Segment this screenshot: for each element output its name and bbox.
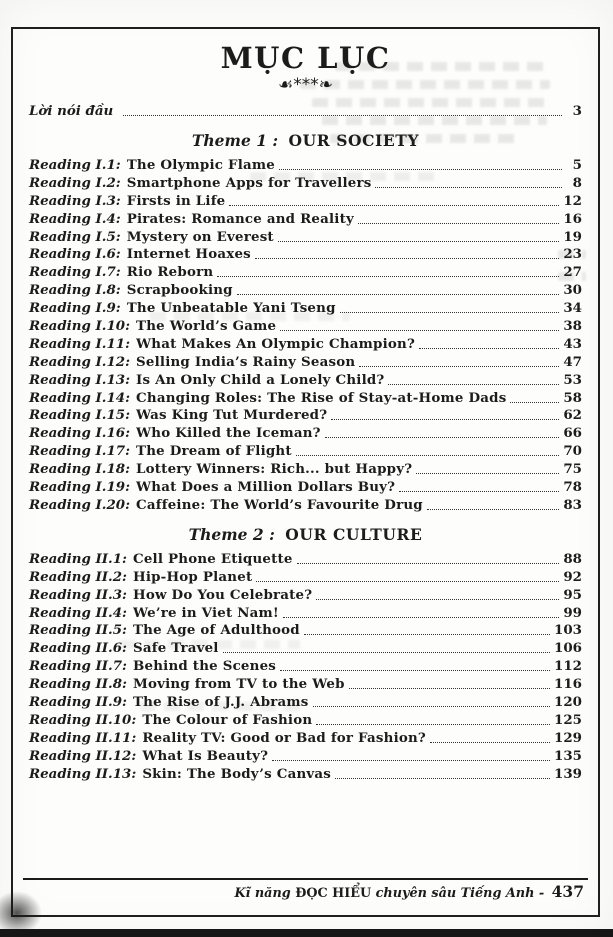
- dot-leader: [272, 760, 550, 761]
- entry-label: Reading II.7:: [29, 658, 127, 675]
- entry-page: 8: [572, 174, 582, 191]
- entry-label: Reading II.11:: [29, 729, 137, 746]
- entry-label: Reading I.10:: [29, 318, 131, 335]
- toc-list: [29, 103, 582, 782]
- toc-entry: [29, 193, 582, 209]
- dot-leader: [349, 688, 550, 689]
- dot-leader: [316, 599, 559, 600]
- entry-page: 38: [563, 318, 582, 335]
- entry-page: 112: [554, 658, 582, 675]
- entry-title: Lottery Winners: Rich... but Happy?: [136, 461, 413, 478]
- dot-leader: [427, 509, 559, 510]
- toc-entry: [29, 229, 582, 245]
- toc-entry: [29, 300, 582, 316]
- entry-label: Reading II.6:: [29, 640, 127, 657]
- entry-page: 129: [554, 729, 582, 746]
- entry-label: Reading I.16:: [29, 425, 131, 442]
- entry-title: Rio Reborn: [126, 264, 214, 281]
- entry-label: Reading II.2:: [29, 568, 127, 585]
- entry-label: Reading I.5:: [29, 228, 121, 245]
- entry-page: 125: [554, 711, 582, 728]
- dot-leader: [123, 115, 562, 116]
- dot-leader: [399, 491, 559, 492]
- entry-label: Reading I.8:: [29, 282, 121, 299]
- entry-page: 92: [563, 568, 582, 585]
- entry-title: Cell Phone Etiquette: [132, 550, 293, 567]
- entry-title: Who Killed the Iceman?: [136, 425, 321, 442]
- entry-page: 53: [563, 371, 582, 388]
- toc-entry: [29, 712, 582, 728]
- section-heading: [29, 131, 582, 151]
- entry-title: The Dream of Flight: [136, 443, 292, 460]
- preface-page: 3: [572, 103, 582, 119]
- entry-label: Reading I.15:: [29, 407, 131, 424]
- entry-page: 27: [563, 264, 582, 281]
- entry-title: What Does a Million Dollars Buy?: [136, 479, 396, 496]
- entry-title: Was King Tut Murdered?: [136, 407, 328, 424]
- entry-page: 58: [563, 389, 582, 406]
- toc-entry: [29, 354, 582, 370]
- preface-label: Lời nói đầu: [29, 103, 114, 119]
- entry-title: Reality TV: Good or Bad for Fashion?: [142, 729, 426, 746]
- toc-entry: [29, 587, 582, 603]
- toc-entry: [29, 569, 582, 585]
- entry-page: 16: [563, 210, 582, 227]
- entry-title: How Do You Celebrate?: [132, 586, 313, 603]
- dot-leader: [280, 670, 550, 671]
- entry-label: Reading I.3:: [29, 192, 121, 209]
- dot-leader: [255, 258, 559, 259]
- dot-leader: [325, 437, 560, 438]
- entry-title: Selling India’s Rainy Season: [136, 353, 356, 370]
- entry-title: What Is Beauty?: [142, 747, 269, 764]
- dot-leader: [359, 366, 559, 367]
- entry-page: 103: [554, 622, 582, 639]
- entry-page: 78: [563, 479, 582, 496]
- toc-entry: [29, 282, 582, 298]
- footer-page-number: 437: [551, 882, 584, 901]
- dot-leader: [388, 384, 559, 385]
- entry-title: What Makes An Olympic Champion?: [136, 335, 415, 352]
- entry-label: Reading II.1:: [29, 550, 127, 567]
- entry-title: Safe Travel: [132, 640, 219, 657]
- toc-entry: [29, 461, 582, 477]
- theme-prefix: Theme 2 :: [188, 524, 275, 544]
- dot-leader: [430, 742, 550, 743]
- entry-page: 66: [563, 425, 582, 442]
- entry-page: 88: [563, 550, 582, 567]
- entry-label: Reading II.8:: [29, 676, 127, 693]
- entry-page: 139: [554, 765, 582, 782]
- entry-title: Mystery on Everest: [126, 228, 274, 245]
- dot-leader: [283, 617, 559, 618]
- entry-label: Reading I.9:: [29, 300, 121, 317]
- entry-label: Reading II.3:: [29, 586, 127, 603]
- toc-entry: [29, 766, 582, 782]
- toc-entry: [29, 640, 582, 656]
- entry-label: Reading I.4:: [29, 210, 121, 227]
- scan-bottom-edge: [0, 929, 613, 937]
- dot-leader: [229, 205, 559, 206]
- entry-title: Scrapbooking: [126, 282, 233, 299]
- entry-page: 43: [563, 335, 582, 352]
- entry-label: Reading I.7:: [29, 264, 121, 281]
- entry-title: The Colour of Fashion: [142, 711, 313, 728]
- toc-entry: [29, 407, 582, 423]
- toc-entry: [29, 551, 582, 567]
- toc-entry: [29, 676, 582, 692]
- dot-leader: [278, 241, 560, 242]
- entry-label: Reading I.17:: [29, 443, 131, 460]
- dot-leader: [358, 223, 559, 224]
- dot-leader: [237, 294, 560, 295]
- footer-series-post: chuyên sâu Tiếng Anh -: [375, 886, 545, 901]
- entry-page: 34: [563, 300, 582, 317]
- toc-entry: [29, 605, 582, 621]
- entry-title: The Rise of J.J. Abrams: [132, 694, 309, 711]
- title-ornament: ☙***❧: [278, 75, 333, 95]
- entry-page: 47: [563, 353, 582, 370]
- entry-title: Firsts in Life: [126, 192, 226, 209]
- entry-page: 99: [563, 604, 582, 621]
- entry-title: Behind the Scenes: [132, 658, 277, 675]
- entry-label: Reading II.10:: [29, 711, 137, 728]
- entry-label: Reading I.11:: [29, 335, 131, 352]
- entry-page: 116: [554, 676, 582, 693]
- entry-title: Smartphone Apps for Travellers: [126, 174, 372, 191]
- entry-title: Pirates: Romance and Reality: [126, 210, 354, 227]
- entry-page: 70: [563, 443, 582, 460]
- entry-page: 135: [554, 747, 582, 764]
- entry-page: 23: [563, 246, 582, 263]
- dot-leader: [335, 778, 550, 779]
- entry-label: Reading I.2:: [29, 174, 121, 191]
- entry-page: 75: [563, 461, 582, 478]
- entry-label: Reading I.19:: [29, 479, 131, 496]
- dot-leader: [313, 706, 551, 707]
- toc-entry: [29, 211, 582, 227]
- entry-page: 120: [554, 694, 582, 711]
- toc-entry: [29, 497, 582, 513]
- toc-entry: [29, 390, 582, 406]
- dot-leader: [419, 348, 559, 349]
- footer-series-pre: Kĩ năng: [234, 886, 291, 901]
- entry-title: The Olympic Flame: [126, 157, 275, 173]
- entry-label: Reading II.12:: [29, 747, 137, 764]
- entry-label: Reading I.1:: [29, 157, 121, 173]
- toc-entry: [29, 372, 582, 388]
- toc-entry: [29, 730, 582, 746]
- dot-leader: [256, 581, 559, 582]
- page-title: MỤC LỤC: [220, 41, 391, 75]
- dot-leader: [304, 634, 550, 635]
- entry-label: Reading II.13:: [29, 765, 137, 782]
- toc-entry: [29, 264, 582, 280]
- toc-entry: [29, 479, 582, 495]
- entry-title: Is An Only Child a Lonely Child?: [136, 371, 385, 388]
- entry-label: Reading II.9:: [29, 694, 127, 711]
- entry-title: The Age of Adulthood: [132, 622, 300, 639]
- entry-label: Reading I.6:: [29, 246, 121, 263]
- entry-title: Changing Roles: The Rise of Stay-at-Home Dads: [136, 389, 507, 406]
- dot-leader: [416, 473, 559, 474]
- entry-page: 5: [572, 157, 582, 173]
- dot-leader: [340, 312, 560, 313]
- entry-label: Reading II.4:: [29, 604, 127, 621]
- entry-label: Reading I.12:: [29, 353, 131, 370]
- dot-leader: [297, 563, 560, 564]
- entry-page: 30: [563, 282, 582, 299]
- toc-entry: [29, 443, 582, 459]
- entry-page: 106: [554, 640, 582, 657]
- theme-name: OUR SOCIETY: [288, 131, 420, 150]
- entry-title: Caffeine: The World’s Favourite Drug: [136, 496, 423, 513]
- toc-entry: [29, 694, 582, 710]
- theme-prefix: Theme 1 :: [191, 131, 279, 150]
- toc-entry: [29, 336, 582, 352]
- dot-leader: [331, 419, 559, 420]
- dot-leader: [296, 455, 560, 456]
- entry-page: 83: [563, 496, 582, 513]
- toc-entry: [29, 425, 582, 441]
- entry-page: 62: [563, 407, 582, 424]
- dot-leader: [510, 402, 559, 403]
- entry-label: Reading I.14:: [29, 389, 131, 406]
- dot-leader: [316, 724, 550, 725]
- entry-page: 12: [563, 192, 582, 209]
- entry-label: Reading II.5:: [29, 622, 127, 639]
- entry-title: Moving from TV to the Web: [132, 676, 345, 693]
- theme-name: OUR CULTURE: [285, 524, 423, 544]
- dot-leader: [217, 276, 559, 277]
- page-border-frame: [11, 27, 600, 917]
- toc-entry-preface: [29, 103, 582, 119]
- entry-label: Reading I.13:: [29, 371, 131, 388]
- toc-entry: [29, 658, 582, 674]
- entry-page: 95: [563, 586, 582, 603]
- toc-entry: [29, 157, 582, 173]
- dot-leader: [279, 169, 562, 170]
- footer-series-emphasis: ĐỌC HIỂU: [295, 886, 372, 901]
- entry-page: 19: [563, 228, 582, 245]
- page-footer: [23, 878, 588, 907]
- toc-entry: [29, 246, 582, 262]
- toc-entry: [29, 748, 582, 764]
- toc-entry: [29, 622, 582, 638]
- entry-label: Reading I.20:: [29, 496, 131, 513]
- entry-title: Hip-Hop Planet: [132, 568, 253, 585]
- dot-leader: [375, 187, 562, 188]
- entry-title: Internet Hoaxes: [126, 246, 251, 263]
- entry-label: Reading I.18:: [29, 461, 131, 478]
- entry-title: Skin: The Body’s Canvas: [142, 765, 331, 782]
- dot-leader: [223, 652, 550, 653]
- entry-title: We’re in Viet Nam!: [132, 604, 280, 621]
- toc-entry: [29, 318, 582, 334]
- section-heading: [29, 525, 582, 545]
- entry-title: The World’s Game: [136, 318, 277, 335]
- toc-entry: [29, 175, 582, 191]
- entry-title: The Unbeatable Yani Tseng: [126, 300, 336, 317]
- dot-leader: [280, 330, 559, 331]
